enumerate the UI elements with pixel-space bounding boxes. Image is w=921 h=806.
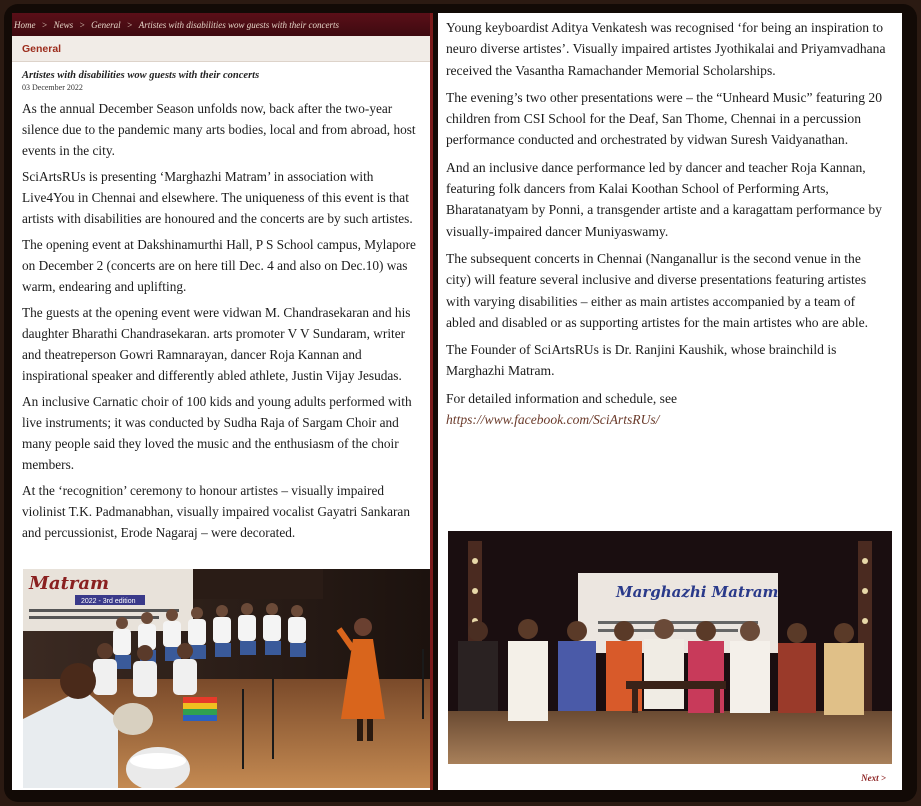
article-body-left xyxy=(12,92,430,543)
article-paragraph: The Founder of SciArtsRUs is Dr. Ranjini Kaushik, whose brainchild is Marghazhi Matram. xyxy=(446,342,837,379)
photo1-banner-edition: 2022 - 3rd edition xyxy=(81,598,136,605)
breadcrumb xyxy=(12,13,430,36)
breadcrumb-general[interactable]: General xyxy=(91,19,121,30)
choir-performance-photo xyxy=(23,569,430,788)
breadcrumb-news[interactable]: News xyxy=(53,19,74,30)
article-date: 03 December 2022 xyxy=(22,83,83,92)
breadcrumb-separator: > xyxy=(41,19,48,30)
breadcrumb-separator: > xyxy=(79,19,86,30)
article-paragraph: SciArtsRUs is presenting ‘Marghazhi Matram’ in association with Live4You in Chennai and elsewhere. The uniqueness of this event is that artists with disabilities are honoured and the concerts are by such artistes. xyxy=(22,169,413,226)
stage-photo-illustration xyxy=(448,531,892,764)
facebook-schedule-link[interactable]: https://www.facebook.com/SciArtsRUs/ xyxy=(446,412,660,428)
article-paragraph: Young keyboardist Aditya Venkatesh was recognised ‘for being an inspiration to neuro diverse artistes’. Visually impaired artistes Jyothikalai and Priyamvadhana received the Vasantha Ramachander Memorial Scholarships. xyxy=(446,20,886,78)
next-page-link[interactable]: Next > xyxy=(861,773,886,783)
article-paragraph: The opening event at Dakshinamurthi Hall, P S School campus, Mylapore on December 2 (concerts are on here till Dec. 4 and also on Dec.10) was warm, endearing and uplifting. xyxy=(22,237,416,294)
article-paragraph: The subsequent concerts in Chennai (Nanganallur is the second venue in the city) will feature several inclusive and diverse presentations featuring artistes with varying disabilities – either as main artistes accompanied by a team of abled and disabled or as supporting artistes for the main artistes who are able. xyxy=(446,250,869,330)
article-paragraph: At the ‘recognition’ ceremony to honour artistes – visually impaired violinist T.K. Padmanabhan, visually impaired vocalist Gayatri Sankaran and percussionist, Erode Nagaraj – were decorated. xyxy=(22,483,410,540)
right-panel xyxy=(438,13,902,790)
photo1-banner-title: Matram xyxy=(29,573,110,594)
article-paragraph: And an inclusive dance performance led by dancer and teacher Roja Kannan, featuring folk dancers from Kalai Koothan School of Performing Arts, Bharatanatyam by Ponni, a transgender artiste and a karagattam performance by visually-impaired dancer Muniyaswamy. xyxy=(446,159,882,239)
article-header xyxy=(12,62,430,92)
article-body-right xyxy=(438,13,902,430)
article-paragraph: An inclusive Carnatic choir of 100 kids and young adults performed with live instruments; it was conducted by Sudha Raja of Sargam Choir and many people said they loved the music and the enthusiasm of the choir members. xyxy=(22,394,412,472)
breadcrumb-separator: > xyxy=(126,19,133,30)
breadcrumb-current: Artistes with disabilities wow guests with their concerts xyxy=(138,19,340,30)
left-panel xyxy=(12,13,433,790)
choir-photo-illustration xyxy=(23,569,430,788)
article-paragraph: The evening’s two other presentations were – the “Unheard Music” featuring 20 children from CSI School for the Deaf, San Thome, Chennai in a percussion performance conducted and orchestrated by vidwan Suresh Vaidyanathan. xyxy=(446,89,882,148)
guests-on-stage-photo xyxy=(448,531,892,764)
photo2-banner-title: Marghazhi Matram xyxy=(616,583,779,601)
article-paragraph xyxy=(446,388,888,431)
article-paragraph: As the annual December Season unfolds now, back after the two-year silence due to the pandemic many arts bodies, local and from abroad, host events in the city. xyxy=(22,101,416,158)
article-title: Artistes with disabilities wow guests with their concerts xyxy=(22,70,260,81)
breadcrumb-home[interactable]: Home xyxy=(14,19,36,30)
schedule-text: For detailed information and schedule, see xyxy=(446,390,678,406)
article-paragraph: The guests at the opening event were vidwan M. Chandrasekaran and his daughter Bharathi Chandrasekaran. arts promoter V V Sundaram, writer and theatreperson Gowri Ramnarayan, dancer Roja Kannan and inspirational speaker and differently abled athlete, Justin Vijay Jesudas. xyxy=(22,305,411,383)
section-heading: General xyxy=(12,36,430,62)
